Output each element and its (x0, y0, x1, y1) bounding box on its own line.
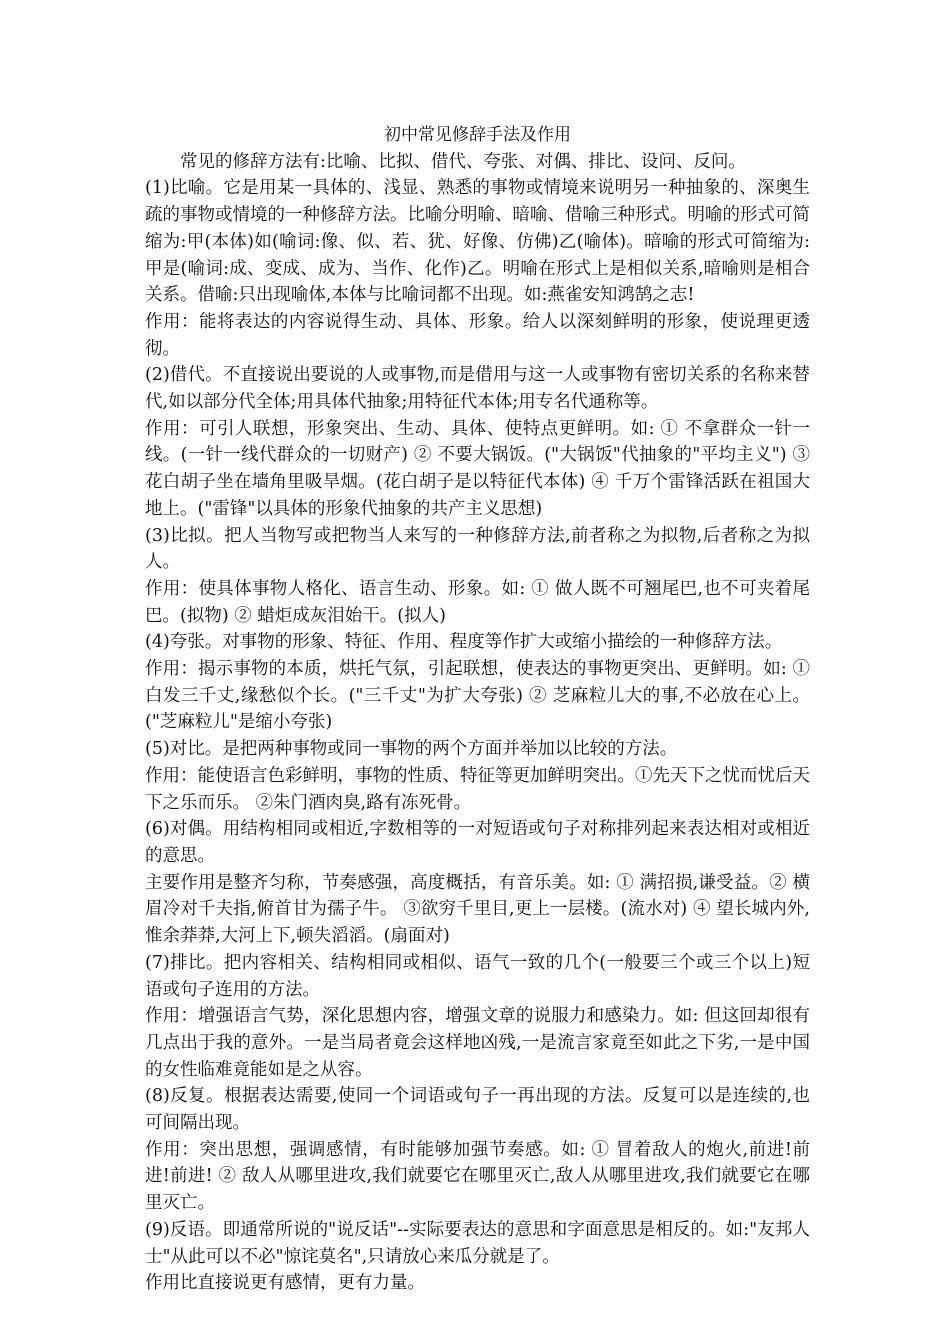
paragraph-irony-effect: 作用比直接说更有感情，更有力量。 (145, 1273, 425, 1294)
paragraph-metonymy: (2)借代。不直接说出要说的人或事物,而是借用与这一人或事物有密切关系的名称来替代,如以部分代全体;用具体代抽象;用特征代本体;用专名代通称等。 (145, 365, 810, 413)
paragraph-contrast: (5)对比。是把两种事物或同一事物的两个方面并举加以比较的方法。 (145, 739, 678, 760)
paragraph-hyperbole-effect: 作用：揭示事物的本质，烘托气氛，引起联想，使表达的事物更突出、更鲜明。如: ① 白发三千丈,缘愁似个长。("三千丈"为扩大夸张) ② 芝麻粒儿大的事,不必放在心上。("芝麻粒儿"是缩小夸张) (145, 659, 810, 733)
paragraph-personification-effect: 作用：使具体事物人格化、语言生动、形象。如: ① 做人既不可翘尾巴,也不可夹着尾巴。(拟物) ② 蜡炬成灰泪始干。(拟人) (145, 578, 810, 626)
document-title: 初中常见修辞手法及作用 (384, 125, 571, 145)
paragraph-metaphor-effect: 作用：能将表达的内容说得生动、具体、形象。给人以深刻鲜明的形象，使说理更透彻。 (145, 311, 810, 359)
document-body (145, 122, 810, 1297)
intro-paragraph: 常见的修辞方法有:比喻、比拟、借代、夸张、对偶、排比、设问、反问。 (180, 151, 746, 172)
paragraph-parallelism-effect: 作用：增强语言气势，深化思想内容，增强文章的说服力和感染力。如: 但这回却很有几点出于我的意外。一是当局者竟会这样地凶残,一是流言家竟至如此之下劣,一是中国的女性临难竟能如是之从容。 (145, 1006, 810, 1080)
paragraph-hyperbole: (4)夸张。对事物的形象、特征、作用、程度等作扩大或缩小描绘的一种修辞方法。 (145, 632, 783, 653)
paragraph-metonymy-effect: 作用：可引人联想，形象突出、生动、具体、使特点更鲜明。如: ① 不拿群众一针一线。(一针一线代群众的一切财产) ② 不要大锅饭。("大锅饭"代抽象的"平均主义") ③ 花白胡子坐在墙角里吸旱烟。(花白胡子是以特征代本体) ④ 千万个雷锋活跃在祖国大地上。("雷锋"以具体的形象代抽象的共产主义思想) (145, 418, 810, 519)
paragraph-parallelism: (7)排比。把内容相关、结构相同或相似、语气一致的几个(一般要三个或三个以上)短语或句子连用的方法。 (145, 952, 810, 1000)
paragraph-repetition: (8)反复。根据表达需要,使同一个词语或句子一再出现的方法。反复可以是连续的,也可间隔出现。 (145, 1086, 810, 1134)
paragraph-contrast-effect: 作用：能使语言色彩鲜明，事物的性质、特征等更加鲜明突出。①先天下之忧而忧后天下之乐而乐。 ②朱门酒肉臭,路有冻死骨。 (145, 765, 810, 813)
paragraph-repetition-effect: 作用：突出思想，强调感情，有时能够加强节奏感。如: ① 冒着敌人的炮火,前进!前进!前进! ② 敌人从哪里进攻,我们就要它在哪里灭亡,敌人从哪里进攻,我们就要它在哪里灭亡。 (145, 1139, 810, 1214)
paragraph-metaphor: (1)比喻。它是用某一具体的、浅显、熟悉的事物或情境来说明另一种抽象的、深奥生疏的事物或情境的一种修辞方法。比喻分明喻、暗喻、借喻三种形式。明喻的形式可简缩为:甲(本体)如(喻词:像、似、若、犹、好像、仿佛)乙(喻体)。暗喻的形式可简缩为:甲是(喻词:成、变成、成为、当作、化作)乙。明喻在形式上是相似关系,暗喻则是相合关系。借喻:只出现喻体,本体与比喻词都不出现。如:燕雀安知鸿鹄之志! (145, 178, 810, 306)
paragraph-antithesis-effect: 主要作用是整齐匀称，节奏感强，高度概括，有音乐美。如: ① 满招损,谦受益。② 横眉冷对千夫指,俯首甘为孺子牛。 ③欲穷千里目,更上一层楼。(流水对) ④ 望长城内外,惟余莽莽,大河上下,顿失滔滔。(扇面对) (145, 872, 810, 947)
paragraph-irony: (9)反语。即通常所说的"说反话"--实际要表达的意思和字面意思是相反的。如:"友邦人士"从此可以不必"惊诧莫名",只请放心来瓜分就是了。 (145, 1219, 810, 1267)
paragraph-antithesis: (6)对偶。用结构相同或相近,字数相等的一对短语或句子对称排列起来表达相对或相近的意思。 (145, 819, 810, 866)
paragraph-personification: (3)比拟。把人当物写或把物当人来写的一种修辞方法,前者称之为拟物,后者称之为拟人。 (145, 525, 810, 573)
